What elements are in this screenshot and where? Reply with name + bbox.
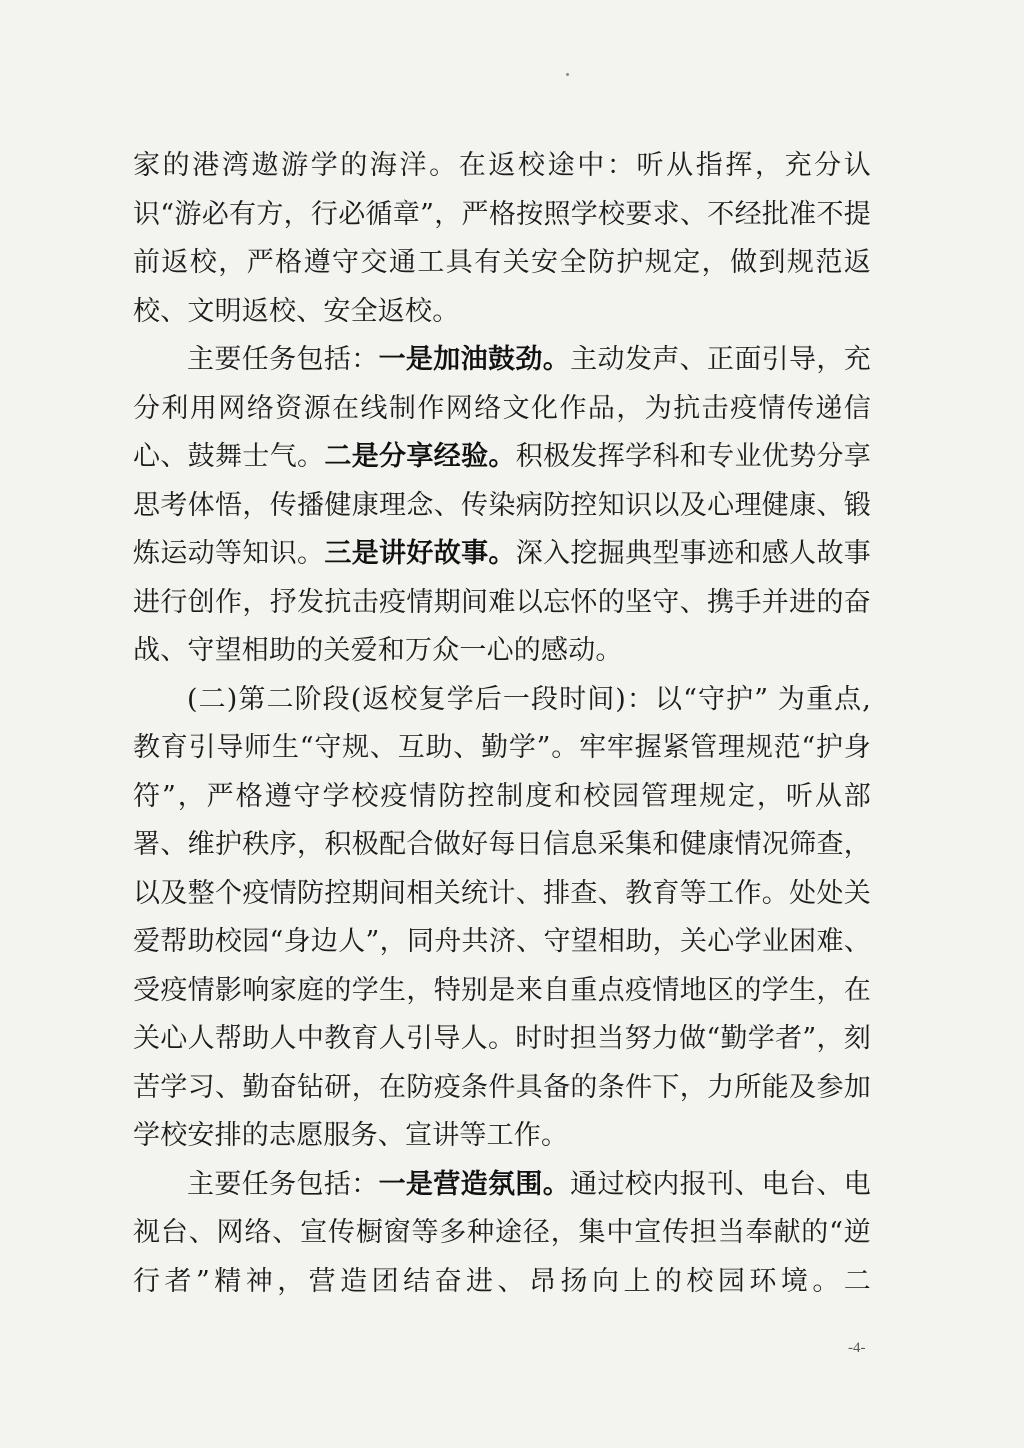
paragraph — [133, 336, 871, 676]
text-segment: 深入挖掘典型事迹和感人故事进行创作，抒发抗击疫情期间难以忘怀的坚守、携手并进的奋战、守望相助的关爱和万众一心的感动。 — [133, 538, 872, 666]
body-text — [133, 142, 871, 1306]
bold-heading-segment: 一是营造氛围。 — [378, 1168, 571, 1200]
text-segment: 通过校内报刊、电台、电视台、网络、宣传橱窗等多种途径，集中宣传担当奉献的“逆行者”精神，营造团结奋进、昂扬向上的校园环境。二 — [133, 1168, 871, 1297]
paragraph — [133, 142, 871, 336]
text-segment: 主动发声、正面引导，充分利用网络资源在线制作网络文化作品，为抗击疫情传递信心、鼓舞士气。 — [133, 344, 871, 472]
text-segment: 积极发挥学科和专业优势分享思考体悟，传播健康理念、传染病防控知识以及心理健康、锻炼运动等知识。 — [133, 441, 872, 569]
text-segment: 主要任务包括： — [187, 1168, 379, 1200]
bold-heading-segment: 三是讲好故事。 — [324, 538, 516, 569]
page-number: -4- — [848, 1340, 866, 1356]
bold-heading-segment: 二是分享经验。 — [324, 441, 516, 472]
text-segment: (二)第二阶段(返校复学后一段时间)：以“守护” 为重点,教育引导师生“守规、互助、勤学”。牢牢握紧管理规范“护身符”，严格遵守学校疫情防控制度和校园管理规定，听从部署、维护秩序，积极配合做好每日信息采集和健康情况筛查，以及整个疫情防控期间相关统计、排查、教育等工作。处处关爱帮助校园“身边人”，同舟共济、守望相助，关心学业困难、受疫情影响家庭的学生，特别是来自重点疫情地区的学生，在关心人帮助人中教育人引导人。时时担当努力做“勤学者”，刻苦学习、勤奋钻研，在防疫条件具备的条件下，力所能及参加学校安排的志愿服务、宣讲等工作。 — [133, 683, 871, 1151]
scan-speck — [566, 73, 569, 76]
paragraph — [133, 1161, 871, 1307]
text-segment: 家的港湾遨游学的海洋。在返校途中：听从指挥，充分认识“游必有方，行必循章”，严格按照学校要求、不经批准不提前返校，严格遵守交通工具有关安全防护规定，做到规范返校、文明返校、安全返校。 — [133, 150, 871, 327]
text-segment: 主要任务包括： — [187, 344, 379, 375]
bold-heading-segment: 一是加油鼓劲。 — [378, 344, 571, 375]
paragraph — [133, 676, 871, 1161]
